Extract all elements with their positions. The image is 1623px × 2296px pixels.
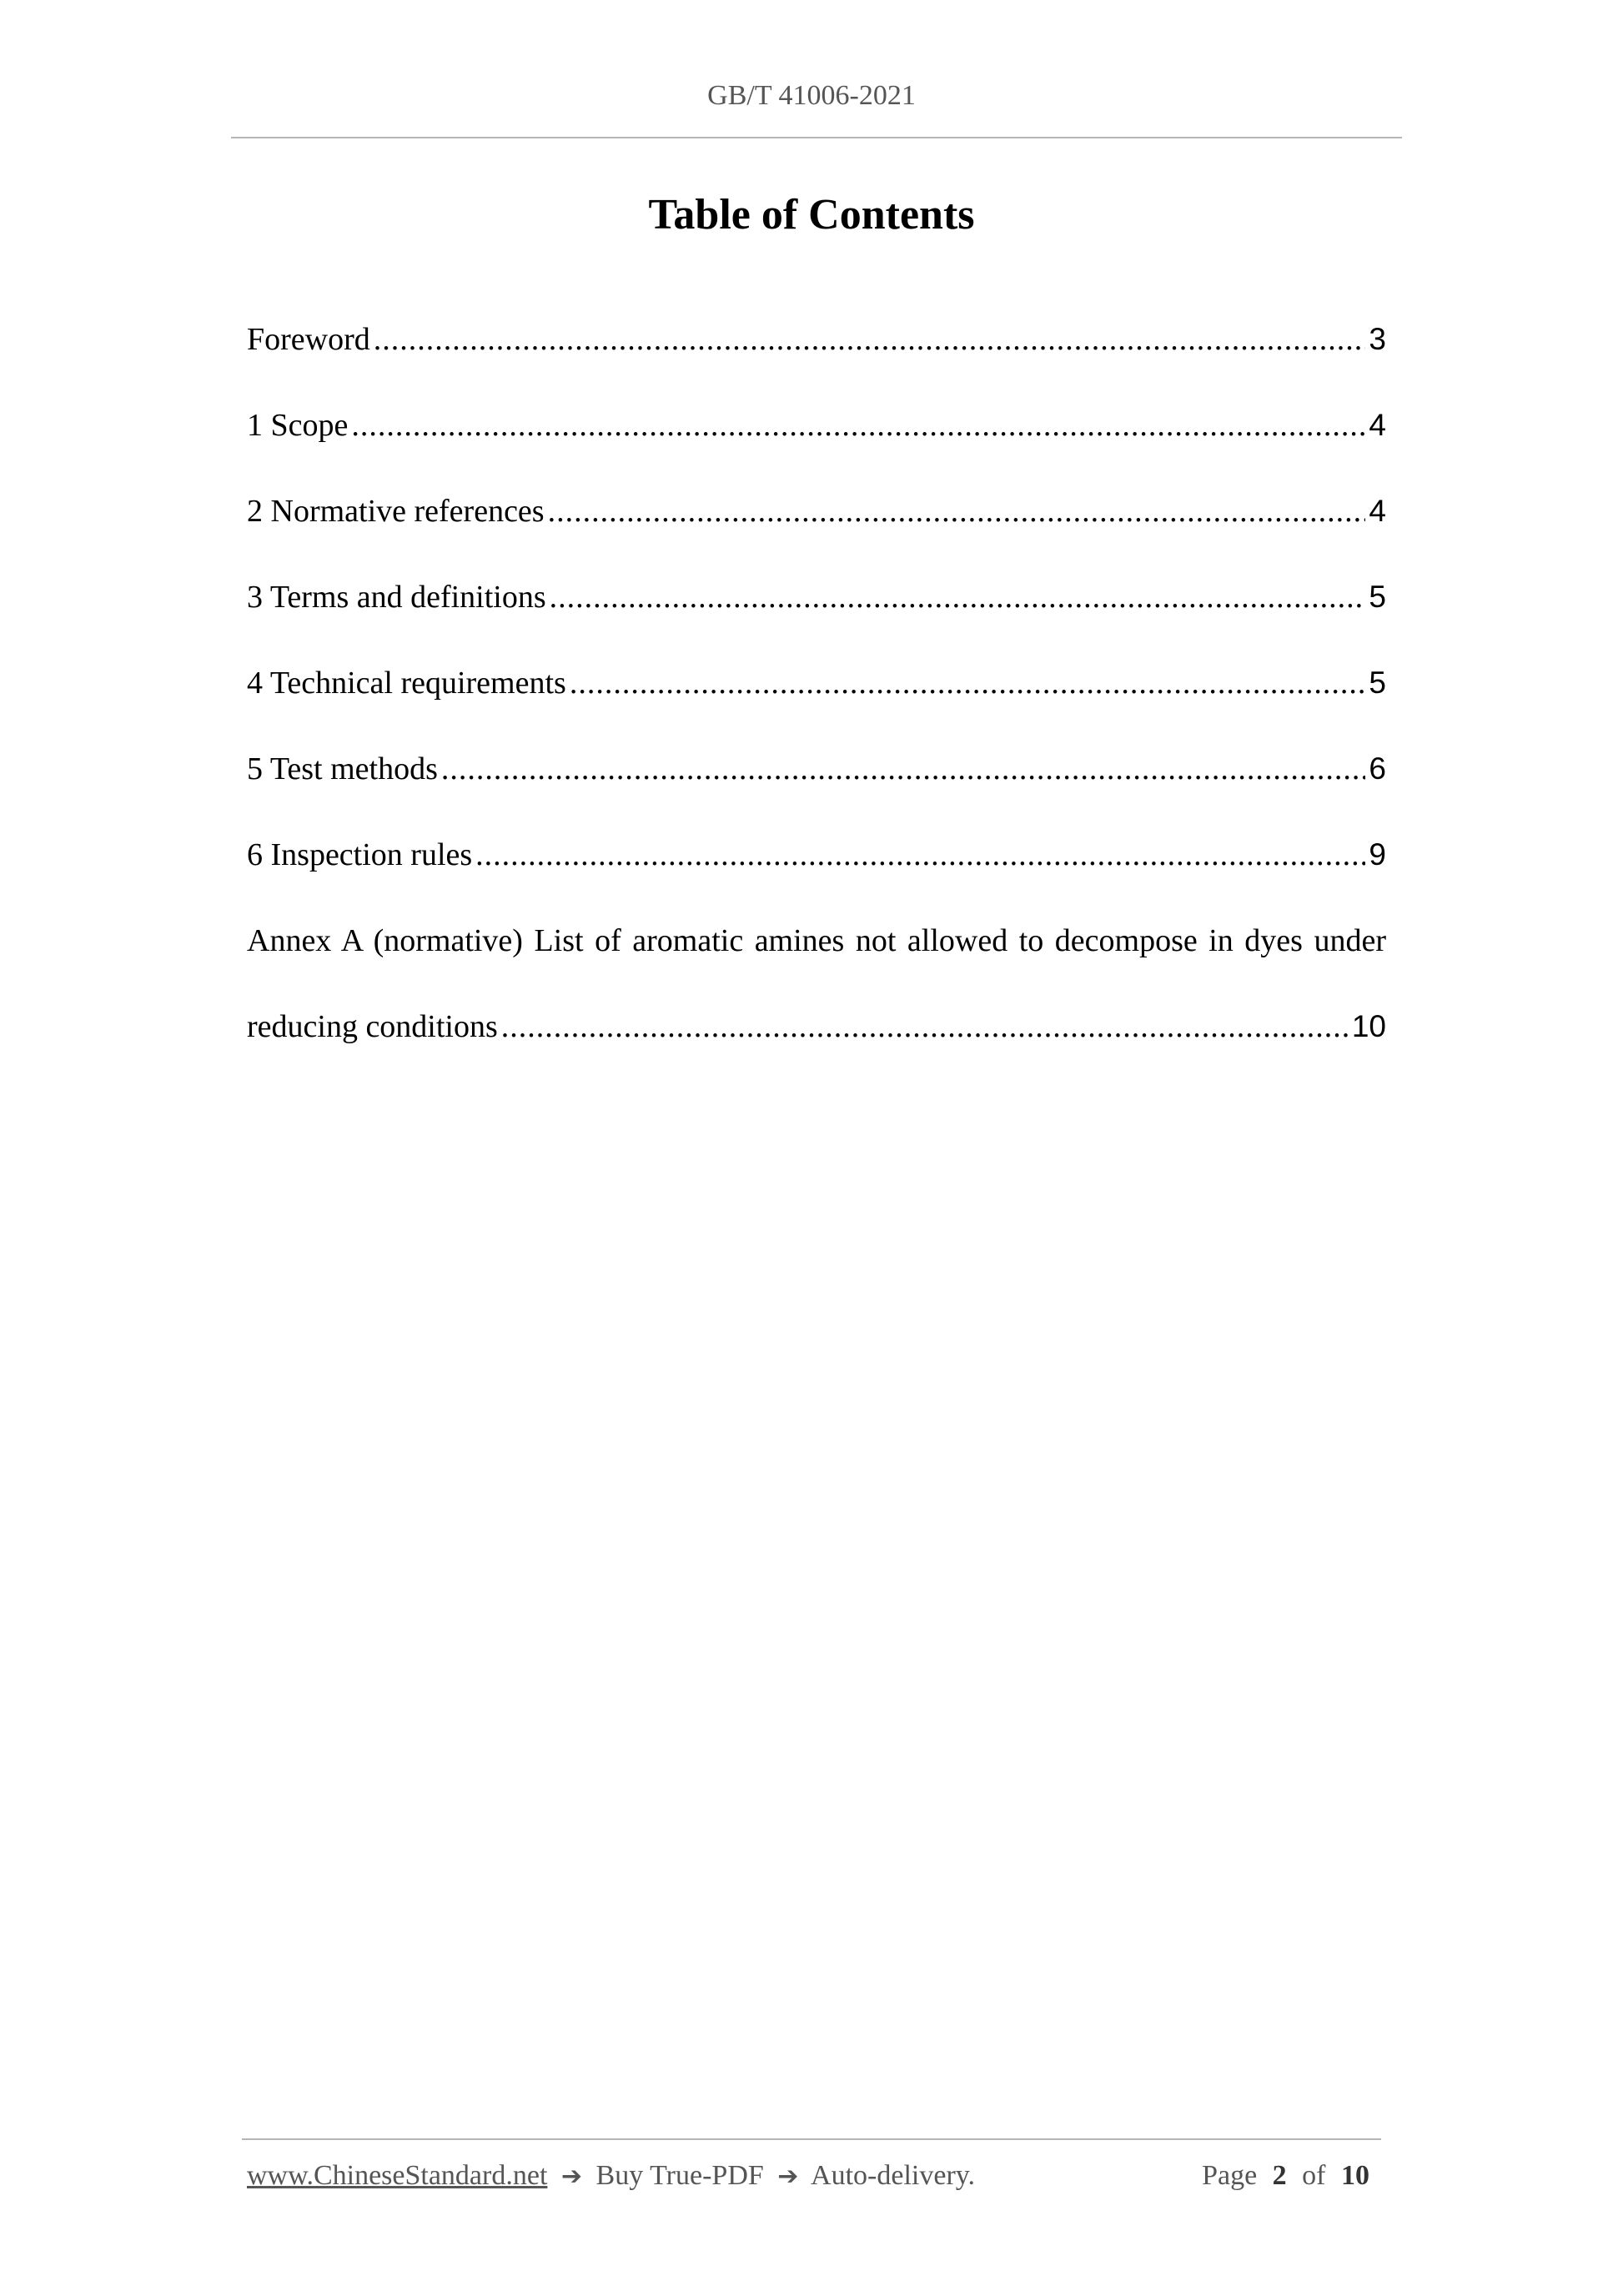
toc-leader-dots	[548, 493, 1366, 530]
toc-entry-label-line2: reducing conditions	[247, 1009, 498, 1044]
buy-true-pdf-text: Buy True-PDF	[595, 2160, 764, 2191]
page-word: Page	[1202, 2160, 1258, 2191]
toc-leader-dots	[501, 1008, 1349, 1045]
toc-entry-page: 9	[1369, 837, 1386, 872]
toc-entry-foreword[interactable]	[247, 321, 1386, 407]
auto-delivery-text: Auto-delivery.	[811, 2160, 976, 2191]
toc-entry-label: 2 Normative references	[247, 494, 545, 529]
toc-entry-label: 5 Test methods	[247, 751, 438, 786]
table-of-contents	[247, 321, 1386, 1094]
toc-entry-label: 4 Technical requirements	[247, 666, 566, 701]
toc-entry-page: 5	[1369, 666, 1386, 700]
toc-entry-test-methods[interactable]	[247, 751, 1386, 837]
document-code-header: GB/T 41006-2021	[707, 80, 916, 111]
toc-entry-normative-references[interactable]	[247, 493, 1386, 579]
toc-entry-page: 4	[1369, 494, 1386, 528]
toc-entry-annex-a-continued[interactable]	[247, 1008, 1386, 1094]
page-indicator	[1202, 2160, 1378, 2192]
toc-entry-technical-requirements[interactable]	[247, 665, 1386, 751]
page-title: Table of Contents	[648, 191, 975, 239]
toc-leader-dots	[570, 665, 1366, 701]
toc-entry-terms-definitions[interactable]	[247, 579, 1386, 665]
toc-entry-page: 10	[1351, 1009, 1386, 1043]
current-page-number: 2	[1272, 2160, 1287, 2191]
toc-entry-label-line1: Annex A (normative) List of aromatic amines not allowed to decompose in dyes under	[247, 923, 1386, 958]
toc-leader-dots	[351, 407, 1365, 444]
of-word: of	[1302, 2160, 1326, 2191]
toc-leader-dots	[441, 751, 1366, 787]
total-pages-number: 10	[1341, 2160, 1369, 2191]
toc-entry-page: 4	[1369, 408, 1386, 442]
page-footer	[247, 2160, 1378, 2192]
toc-entry-label: 3 Terms and definitions	[247, 580, 546, 615]
toc-entry-inspection-rules[interactable]	[247, 837, 1386, 922]
site-link[interactable]: www.ChineseStandard.net	[247, 2160, 548, 2191]
toc-entry-page: 3	[1369, 322, 1386, 356]
header-divider	[231, 137, 1402, 138]
toc-entry-page: 6	[1369, 751, 1386, 786]
toc-entry-label: 6 Inspection rules	[247, 837, 473, 872]
toc-entry-scope[interactable]	[247, 407, 1386, 493]
toc-leader-dots	[475, 837, 1365, 873]
arrow-right-icon: ➔	[777, 2162, 799, 2191]
footer-divider	[242, 2138, 1381, 2140]
toc-entry-annex-a[interactable]	[247, 922, 1386, 1008]
toc-entry-label: 1 Scope	[247, 408, 349, 443]
toc-entry-label: Foreword	[247, 322, 370, 357]
arrow-right-icon: ➔	[560, 2162, 583, 2191]
toc-leader-dots	[550, 579, 1366, 615]
toc-leader-dots	[374, 321, 1366, 358]
toc-entry-page: 5	[1369, 580, 1386, 614]
footer-promo	[247, 2160, 975, 2192]
